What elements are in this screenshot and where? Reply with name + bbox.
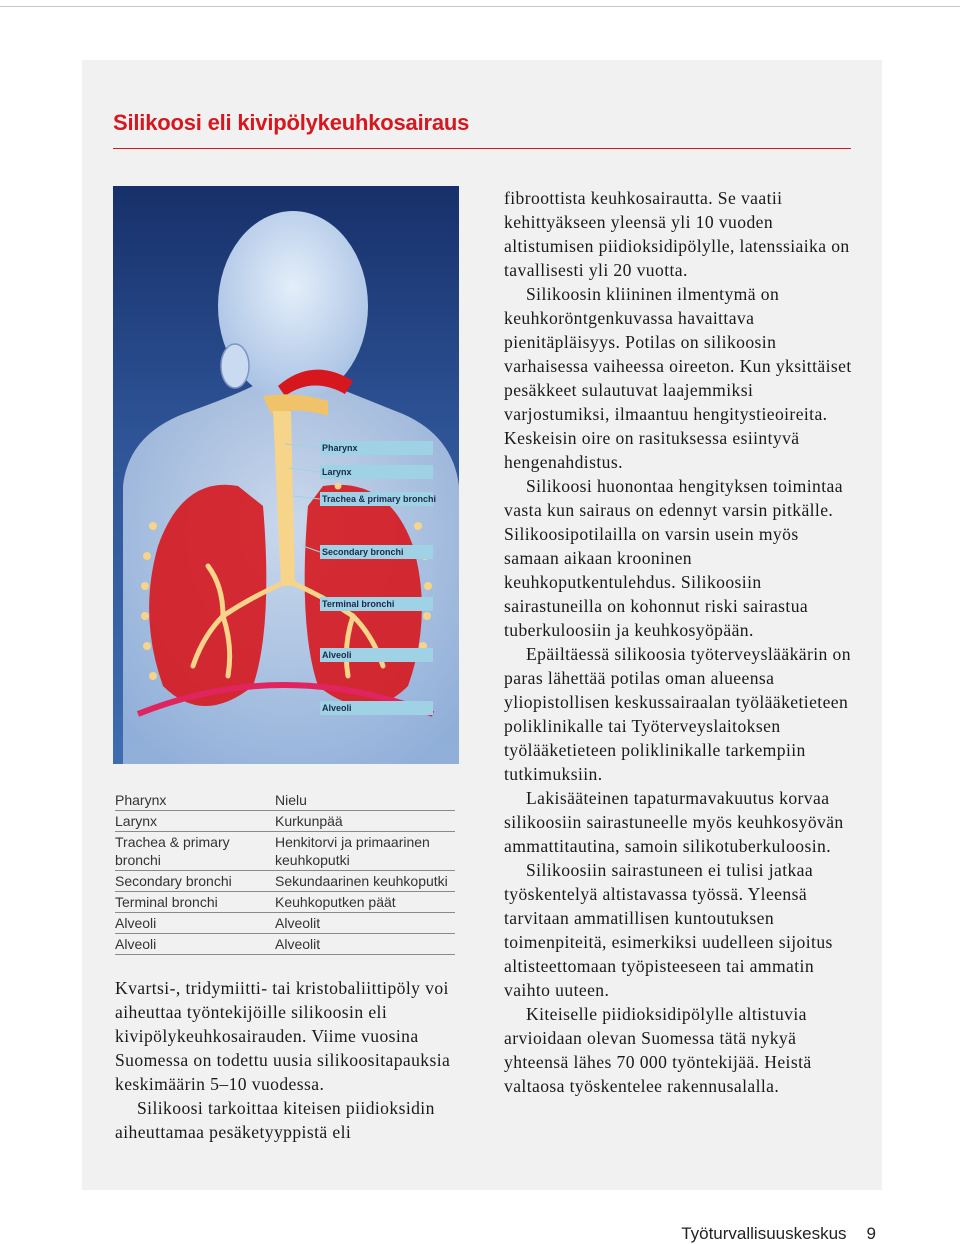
right-text-column — [504, 186, 854, 1098]
page-title: Silikoosi eli kivipölykeuhkosairaus — [113, 110, 470, 135]
body-paragraph: Kiteiselle piidioksidipölylle altistuvia arvioidaan olevan Suomessa tätä nykyä yhteensä lähes 70 000 työntekijää. Heistä valtaosa työskentelee rakennusalalla. — [504, 1004, 812, 1096]
table-cell-fi: Kurkunpää — [275, 813, 343, 829]
table-row — [115, 811, 455, 832]
table-cell-en: Trachea & primary bronchi — [115, 834, 230, 868]
figure-label-larynx: Larynx — [320, 465, 433, 479]
table-row — [115, 892, 455, 913]
body-paragraph: Lakisääteinen tapaturmavakuutus korvaa silikoosiin sairastuneelle myös keuhkosyövän ammattitautina, samoin silikotuberkuloosin. — [504, 788, 844, 856]
page-footer — [640, 1224, 876, 1244]
figure-label-alveoli-2: Alveoli — [320, 701, 433, 715]
table-cell-en: Terminal bronchi — [115, 894, 218, 910]
page-number: 9 — [866, 1224, 876, 1243]
table-cell-fi: Sekundaarinen keuhkoputki — [275, 873, 448, 889]
figure-label-pharynx: Pharynx — [320, 441, 433, 455]
body-paragraph: Silikoosin kliininen ilmentymä on keuhkoröntgenkuvassa havaittava pienitäpläisyys. Potilas on silikoosin varhaisessa vaiheessa oireeton. Kun yksittäiset pesäkkeet sulautuvat laajemmiksi varjostumiksi, ilmaantuu hengitystieoireita. Keskeisin oire on rasituksessa esiintyvä hengenahdistus. — [504, 284, 852, 472]
respiratory-illustration — [113, 186, 459, 764]
footer-publisher: Työturvallisuuskeskus — [681, 1224, 847, 1243]
body-paragraph: Kvartsi-, tridymiitti- tai kristobaliittipöly voi aiheuttaa työntekijöille silikoosin eli kivipölykeuhkosairauden. Viime vuosina Suomessa on todettu uusia silikoositapauksia keskimäärin 5–10 vuodessa. — [115, 978, 451, 1094]
left-text-column — [115, 976, 465, 1144]
table-row — [115, 790, 455, 811]
title-rule — [113, 148, 851, 149]
table-cell-fi: Alveolit — [275, 936, 321, 952]
body-paragraph: Silikoosiin sairastuneen ei tulisi jatkaa työskentelyä altistavassa työssä. Yleensä tarvitaan ammatillisen kuntoutuksen toimenpiteitä, esimerkiksi uudelleen sijoitus altisteettomaan työpisteeseen tai ammatin vaihto uuteen. — [504, 860, 833, 1000]
term-table — [115, 790, 455, 955]
table-cell-en: Alveoli — [115, 936, 157, 952]
table-cell-en: Secondary bronchi — [115, 873, 232, 889]
body-paragraph: fibroottista keuhkosairautta. Se vaatii kehittyäkseen yleensä yli 10 vuoden altistumisen piidioksidipölylle, latenssiaika on tavallisesti yli 20 vuotta. — [504, 188, 850, 280]
table-cell-en: Larynx — [115, 813, 158, 829]
table-row — [115, 934, 455, 955]
figure-label-secondary-bronchi: Secondary bronchi — [320, 545, 433, 559]
table-row — [115, 913, 455, 934]
figure-label-terminal-bronchi: Terminal bronchi — [320, 597, 433, 611]
table-row — [115, 871, 455, 892]
table-cell-en: Pharynx — [115, 792, 167, 808]
body-paragraph: Silikoosi huonontaa hengityksen toimintaa vasta kun sairaus on edennyt varsin pitkälle. Silikoosipotilailla on varsin usein myös samaan aikaan krooninen keuhkoputkentulehdus. Silikoosiin sairastuneilla on kohonnut riski sairastua tuberkuloosiin ja keuhkosyöpään. — [504, 476, 843, 640]
table-cell-en: Alveoli — [115, 915, 157, 931]
body-paragraph: Epäiltäessä silikoosia työterveyslääkärin on paras lähettää potilas oman alueensa yliopistollisen keskussairaalan työlääketieteen poliklinikalle tai Työterveyslaitoksen työlääketieteen poliklinikalle tarkempiin tutkimuksiin. — [504, 644, 851, 784]
table-cell-fi: Alveolit — [275, 915, 321, 931]
table-row — [115, 832, 455, 871]
table-cell-fi: Henkitorvi ja primaarinen keuhkoputki — [275, 834, 430, 868]
table-cell-fi: Keuhkoputken päät — [275, 894, 396, 910]
top-rule — [0, 6, 960, 7]
figure-label-trachea: Trachea & primary bronchi — [322, 494, 437, 504]
figure-label-alveoli-1: Alveoli — [320, 648, 433, 662]
table-cell-fi: Nielu — [275, 792, 307, 808]
body-paragraph: Silikoosi tarkoittaa kiteisen piidioksidin aiheuttamaa pesäketyyppistä eli — [115, 1098, 435, 1142]
